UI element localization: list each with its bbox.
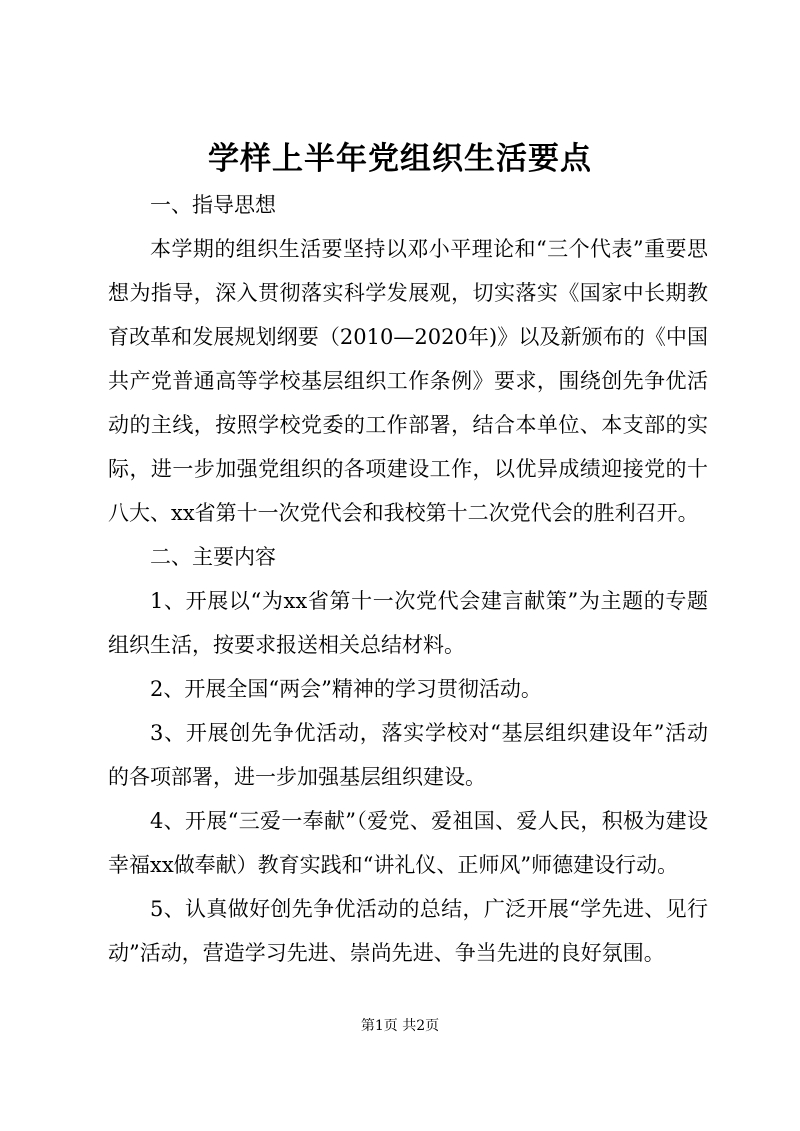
list-item-5: 5、认真做好创先争优活动的总结，广泛开展“学先进、见行动”活动，营造学习先进、崇尚先进、争当先进的良好氛围。: [108, 897, 708, 965]
page-number-footer: 第1页 共2页: [360, 1018, 440, 1034]
list-item-3: 3、开展创先争优活动，落实学校对“基层组织建设年”活动的各项部署，进一步加强基层组织建设。: [108, 721, 708, 789]
paragraph-guiding-ideology: 本学期的组织生活要坚持以邓小平理论和“三个代表”重要思想为指导，深入贯彻落实科学发展观，切实落实《国家中长期教育改革和发展规划纲要（2010—2020年)》以及新颁布的《中国共产党普通高等学校基层组织工作条例》要求，围绕创先争优活动的主线，按照学校党委的工作部署，结合本单位、本支部的实际，进一步加强党组织的各项建设工作，以优异成绩迎接党的十八大、xx省第十一次党代会和我校第十二次党代会的胜利召开。: [108, 237, 708, 525]
section-heading-main-content: 二、主要内容: [150, 545, 276, 569]
document-body: [108, 183, 708, 975]
list-item-4: 4、开展“三爱一奉献”（爱党、爱祖国、爱人民，积极为建设幸福xx做奉献）教育实践和“讲礼仪、正师风”师德建设行动。: [108, 809, 708, 877]
section-heading-guiding-ideology: 一、指导思想: [150, 193, 276, 217]
list-item-2: 2、开展全国“两会”精神的学习贯彻活动。: [150, 677, 542, 701]
list-item-1: 1、开展以“为xx省第十一次党代会建言献策”为主题的专题组织生活，按要求报送相关总结材料。: [108, 589, 708, 657]
document-title: 学样上半年党组织生活要点: [208, 141, 592, 177]
